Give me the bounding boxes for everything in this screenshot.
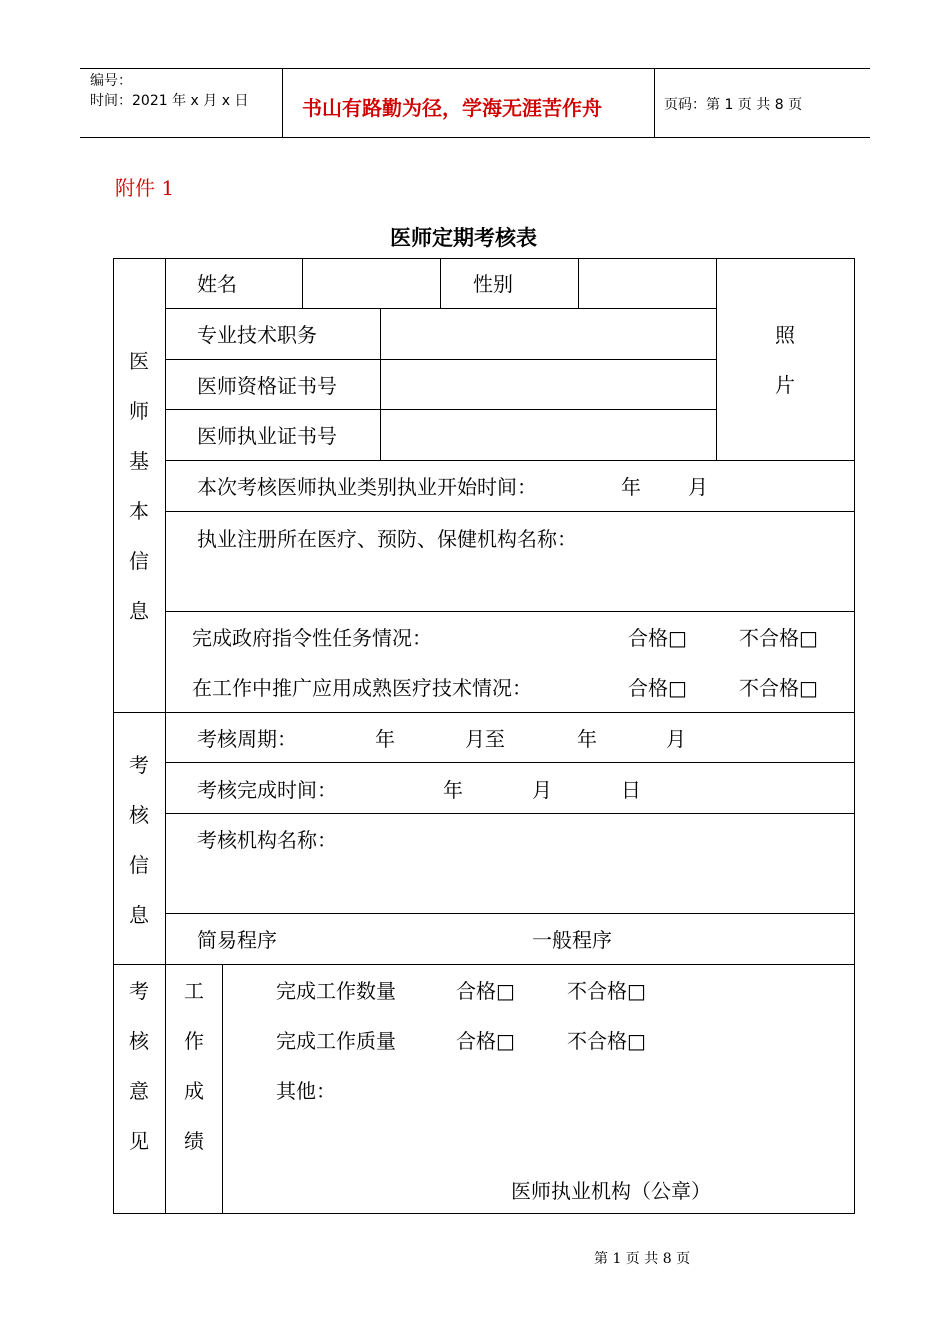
practice-start-month: 月 (688, 475, 708, 499)
exam-org-label: 考核机构名称： (197, 828, 337, 852)
professional-title-field[interactable] (382, 310, 715, 358)
institution-seal-label: 医师执业机构（公章） (511, 1179, 711, 1203)
qualification-cert-label: 医师资格证书号 (197, 374, 337, 398)
gender-field[interactable] (580, 260, 715, 307)
work-quantity-label: 完成工作数量 (276, 979, 396, 1003)
exam-complete-month: 月 (532, 778, 552, 802)
tech-promotion-pass-checkbox[interactable]: 合格□ (628, 676, 687, 700)
practice-license-field[interactable] (382, 411, 715, 459)
name-field[interactable] (304, 260, 439, 307)
gov-task-fail-checkbox[interactable]: 不合格□ (739, 626, 818, 650)
practice-start-year: 年 (621, 475, 641, 499)
name-label: 姓名 (197, 272, 237, 296)
header-divider (654, 69, 655, 137)
exam-period-year-start: 年 (375, 727, 395, 751)
work-quality-fail-checkbox[interactable]: 不合格□ (567, 1029, 646, 1053)
section-label-exam-opinion: 考 核 意 见 (129, 979, 149, 1153)
work-quality-label: 完成工作质量 (276, 1029, 396, 1053)
simple-procedure-option[interactable]: 简易程序 (197, 928, 277, 952)
tech-promotion-label: 在工作中推广应用成熟医疗技术情况： (192, 676, 532, 700)
header-divider (282, 69, 283, 137)
tech-promotion-fail-checkbox[interactable]: 不合格□ (739, 676, 818, 700)
exam-period-label: 考核周期： (197, 727, 297, 751)
exam-period-month-end: 月 (666, 727, 686, 751)
practice-start-time-label: 本次考核医师执业类别执业开始时间： (197, 475, 537, 499)
gov-task-pass-checkbox[interactable]: 合格□ (628, 626, 687, 650)
section-label-basic-info: 医 师 基 本 信 息 (129, 349, 149, 623)
page-info: 页码：第 1 页 共 8 页 (664, 97, 803, 113)
photo-placeholder[interactable]: 照 片 (775, 323, 795, 397)
general-procedure-option[interactable]: 一般程序 (532, 928, 612, 952)
doc-time-label: 时间：2021 年 x 月 x 日 (90, 93, 249, 109)
section-label-exam-info: 考 核 信 息 (129, 753, 149, 927)
exam-complete-year: 年 (443, 778, 463, 802)
section-label-work-performance: 工 作 成 绩 (184, 979, 204, 1153)
exam-period-month-to: 月至 (465, 727, 505, 751)
form-title: 医师定期考核表 (390, 225, 537, 250)
gender-label: 性别 (473, 272, 513, 296)
header-motto: 书山有路勤为径，学海无涯苦作舟 (302, 96, 602, 120)
page-footer: 第 1 页 共 8 页 (594, 1251, 691, 1267)
work-quality-pass-checkbox[interactable]: 合格□ (456, 1029, 515, 1053)
gov-task-label: 完成政府指令性任务情况： (192, 626, 432, 650)
other-label: 其他： (276, 1079, 336, 1103)
exam-complete-day: 日 (621, 778, 641, 802)
practice-license-label: 医师执业证书号 (197, 424, 337, 448)
exam-period-year-end: 年 (577, 727, 597, 751)
qualification-cert-field[interactable] (382, 361, 715, 408)
exam-complete-time-label: 考核完成时间： (197, 778, 337, 802)
doc-number-label: 编号： (90, 73, 132, 89)
work-quantity-fail-checkbox[interactable]: 不合格□ (567, 979, 646, 1003)
annex-label: 附件 1 (115, 176, 175, 200)
professional-title-label: 专业技术职务 (197, 323, 317, 347)
registered-institution-label: 执业注册所在医疗、预防、保健机构名称： (197, 527, 577, 551)
work-quantity-pass-checkbox[interactable]: 合格□ (456, 979, 515, 1003)
